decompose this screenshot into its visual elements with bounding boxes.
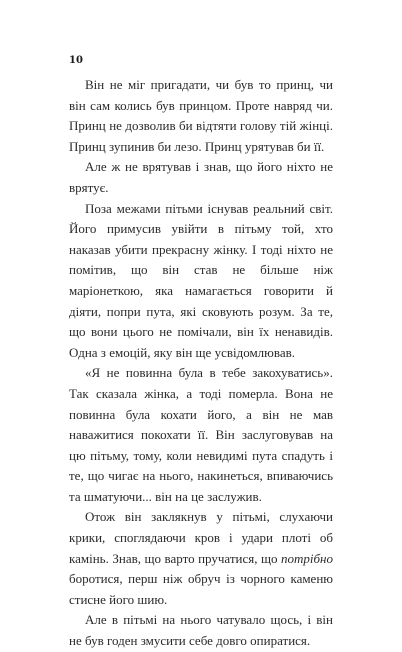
paragraph: Поза межами пітьми існував реальний світ. Його примусив увійти в пітьму той, хто наказав убити прекрасну жінку. І тоді ніхто не помітив, що він став не більше ніж маріонеткою, яка намагається говорити й діяти, попри пута, які сковують розум. За те, що вони цього не помічали, він їх ненавидів. Одна з емоцій, яку він ще усвідомлював. <box>69 200 333 360</box>
text-segment: боротися, перш ніж обруч із чорного каменю стисне його шию. <box>69 571 333 607</box>
paragraph: Але в пітьмі на нього чатувало щось, і він не був годен змусити себе довго опиратися. <box>69 612 333 649</box>
body-text <box>69 75 333 652</box>
paragraph: Але ж не врятував і знав, що його ніхто не врятує. <box>69 159 333 195</box>
paragraph: Він не міг пригадати, чи був то принц, чи він сам колись був принцом. Проте навряд чи. Принц не дозволив би відтяти голову тій жінці. Принц зупинив би лезо. Принц урятував би її. <box>69 77 333 154</box>
paragraph: «Я не повинна була в тебе закохуватись». Так сказала жінка, а тоді померла. Вона не повинна була кохати його, а він не мав наважитися покохати її. Він заслуговував на цю пітьму, тому, коли невидимі пута спадуть і те, що чигає на нього, накинеться, впиваючись та шматуючи... він на це заслужив. <box>69 365 333 504</box>
text-segment: Отож він заклякнув у пітьмі, слухаючи крики, споглядаючи кров і удари плоті об камінь. Знав, що варто пручатися, що <box>69 509 333 566</box>
emphasized-word: потрібно <box>281 550 333 566</box>
page-number: 10 <box>69 55 83 66</box>
paragraph-with-emphasis <box>69 507 333 610</box>
